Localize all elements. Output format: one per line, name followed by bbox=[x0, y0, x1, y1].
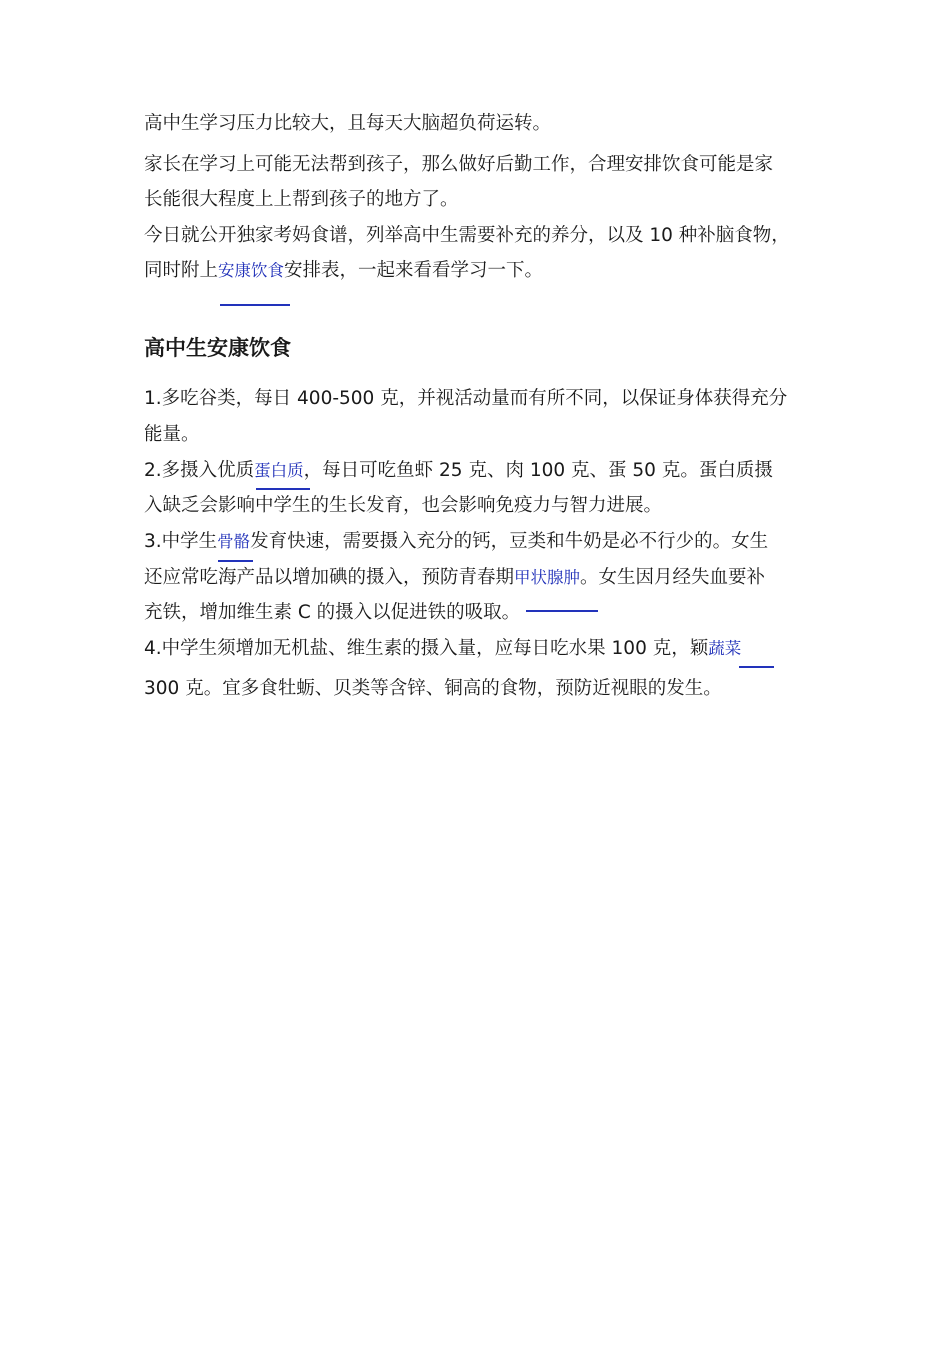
link-underline-protein bbox=[256, 488, 310, 490]
section-title: 高中生安康饮食 bbox=[144, 336, 291, 360]
intro-line-3: 长能很大程度上上帮到孩子的地方了。 bbox=[144, 189, 459, 210]
link-underline-bones bbox=[218, 560, 253, 562]
item1-line-1: 1.多吃谷类，每日 400-500 克，并视活动量而有所不同，以保证身体获得充分 bbox=[144, 388, 788, 409]
intro-text-after-link: 安排表，一起来看看学习一下。 bbox=[284, 260, 544, 281]
link-vegetables[interactable]: 蔬菜 bbox=[708, 639, 742, 658]
link-healthy-diet[interactable]: 安康饮食 bbox=[218, 261, 285, 280]
item2-text-b: ，每日可吃鱼虾 25 克、肉 100 克、蛋 50 克。蛋白质摄 bbox=[303, 460, 773, 481]
link-underline-vegetables bbox=[739, 666, 774, 668]
intro-line-1: 高中生学习压力比较大，且每天大脑超负荷运转。 bbox=[144, 113, 552, 134]
link-bones[interactable]: 骨骼 bbox=[217, 532, 251, 551]
item4-line-2: 300 克。宜多食牡蛎、贝类等含锌、铜高的食物，预防近视眼的发生。 bbox=[144, 678, 722, 699]
intro-line-4: 今日就公开独家考妈食谱，列举高中生需要补充的养分，以及 10 种补脑食物， bbox=[144, 225, 790, 246]
item3-text-c: 还应常吃海产品以增加碘的摄入，预防青春期 bbox=[144, 567, 515, 588]
intro-line-5 bbox=[144, 259, 543, 283]
link-goiter[interactable]: 甲状腺肿 bbox=[514, 568, 581, 587]
item3-line-1 bbox=[144, 530, 768, 554]
link-underline-goiter bbox=[526, 610, 598, 612]
intro-line-2: 家长在学习上可能无法帮到孩子，那么做好后勤工作，合理安排饮食可能是家 bbox=[144, 154, 774, 175]
item2-text-a: 2.多摄入优质 bbox=[144, 460, 255, 481]
divider-rule bbox=[220, 304, 290, 306]
intro-text-before-link: 同时附上 bbox=[144, 260, 219, 281]
item1-line-2: 能量。 bbox=[144, 424, 200, 445]
item3-text-d: 。女生因月经失血要补 bbox=[580, 567, 766, 588]
link-protein[interactable]: 蛋白质 bbox=[254, 461, 304, 480]
item3-text-b: 发育快速，需要摄入充分的钙，豆类和牛奶是必不行少的。女生 bbox=[250, 531, 769, 552]
item4-text-a: 4.中学生须增加无机盐、维生素的摄入量，应每日吃水果 100 克，颖 bbox=[144, 638, 709, 659]
item3-line-3: 充铁，增加维生素 C 的摄入以促进铁的吸取。 bbox=[144, 602, 521, 623]
item2-line-1 bbox=[144, 459, 773, 483]
item3-line-2 bbox=[144, 566, 765, 590]
item2-line-2: 入缺乏会影响中学生的生长发育，也会影响免疫力与智力进展。 bbox=[144, 495, 663, 516]
item3-text-a: 3.中学生 bbox=[144, 531, 218, 552]
item4-line-1 bbox=[144, 637, 741, 661]
